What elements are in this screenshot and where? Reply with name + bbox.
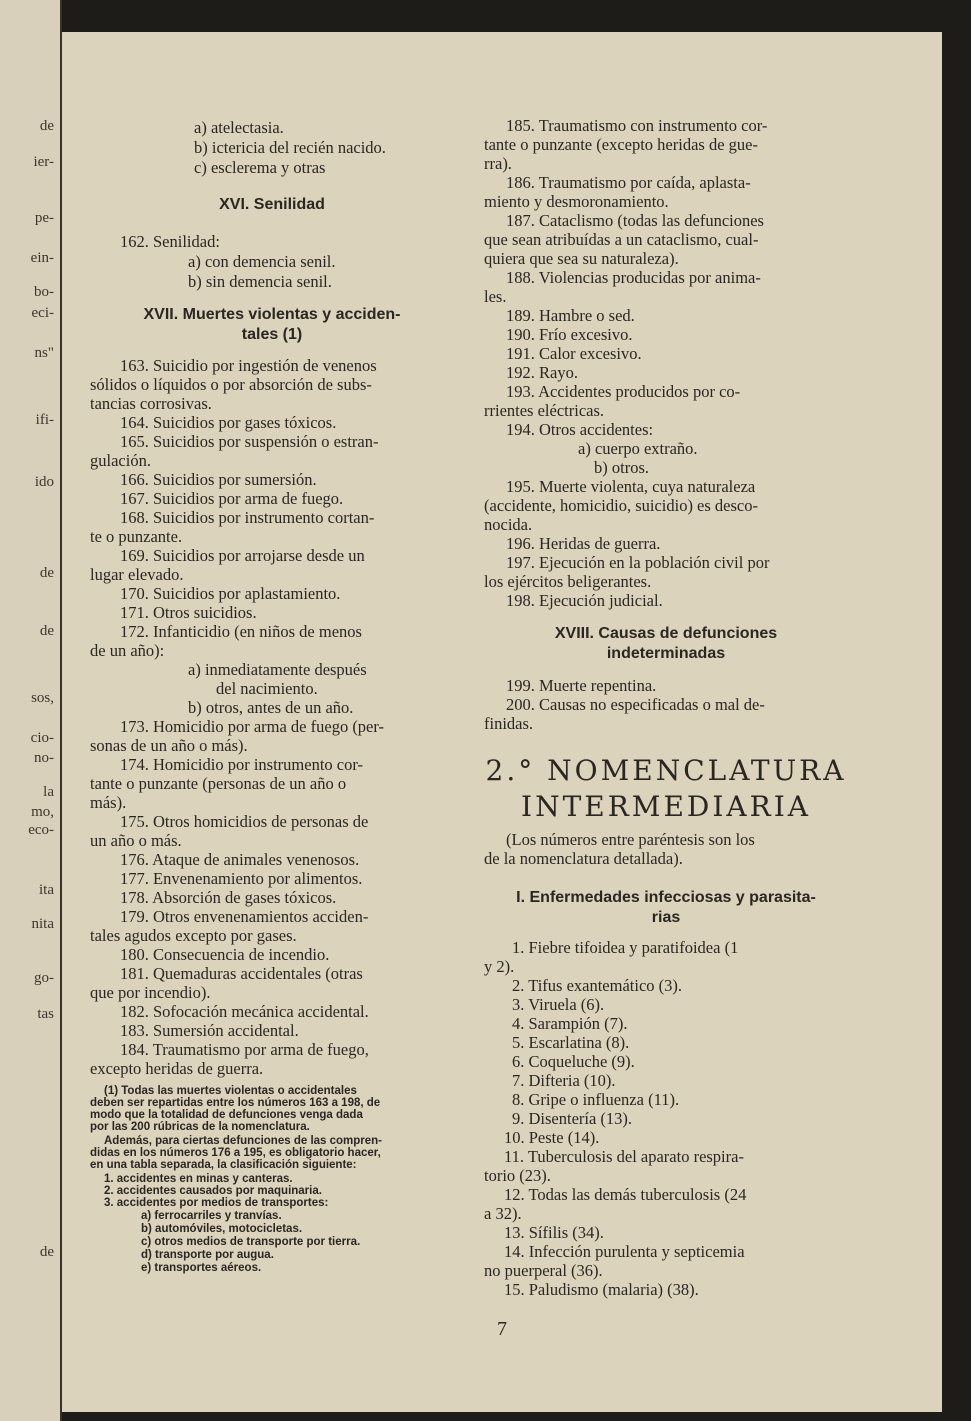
text-line: 2. Tifus exantemático (3). [512,976,683,995]
text-line: nocida. [484,515,533,534]
text-line: tante o punzante (personas de un año o [90,774,347,793]
footnote-line: 2. accidentes causados por maquinaria. [104,1185,322,1197]
footnote-line: c) otros medios de transporte por tierra. [141,1236,361,1248]
margin-fragment: ier- [33,154,54,170]
text-line: 185. Traumatismo con instrumento cor- [506,116,768,135]
text-line: 186. Traumatismo por caída, aplasta- [506,173,751,192]
text-line: 200. Causas no especificadas o mal de- [506,695,765,714]
margin-fragment: no- [34,750,54,766]
text-line: c) esclerema y otras [194,158,326,177]
text-line: b) otros. [594,458,649,477]
margin-fragment: nita [31,916,54,932]
text-line: finidas. [484,714,534,733]
text-line: 163. Suicidio por ingestión de venenos [120,356,377,375]
margin-fragment: de [39,565,54,581]
text-line: un año o más. [90,831,182,850]
text-line: 182. Sofocación mecánica accidental. [120,1002,369,1021]
section-heading: tales (1) [241,326,303,343]
footnote-line: en una tabla separada, la clasificación siguiente: [90,1159,357,1171]
text-line: sonas de un año o más). [90,736,248,755]
footnote-line: modo que la totalidad de defunciones venga dada [90,1109,363,1121]
section-heading: indeterminadas [606,645,726,662]
footnote-line: Además, para ciertas defunciones de las compren- [104,1135,383,1147]
chapter-title: INTERMEDIARIA [521,790,811,823]
text-line: 198. Ejecución judicial. [506,591,663,610]
text-line: b) ictericia del recién nacido. [194,138,386,157]
text-line: que sean atribuídas a un cataclismo, cual- [484,230,759,249]
margin-fragment: pe- [34,210,54,226]
text-line: 15. Paludismo (malaria) (38). [504,1280,699,1299]
section-heading: rias [651,909,681,926]
text-line: excepto heridas de guerra. [90,1059,264,1078]
footnote-line: 1. accidentes en minas y canteras. [104,1173,293,1185]
text-line: 193. Accidentes producidos por co- [506,382,741,401]
text-line: de un año): [90,641,165,660]
text-line: 7. Difteria (10). [512,1071,616,1090]
footnote-line: a) ferrocarriles y tranvías. [141,1210,282,1222]
text-line: a) cuerpo extraño. [578,439,698,458]
text-line: 168. Suicidios por instrumento cortan- [120,508,375,527]
text-line: 5. Escarlatina (8). [512,1033,630,1052]
section-heading: XVII. Muertes violentas y acciden- [143,306,401,323]
text-line: 4. Sarampión (7). [512,1014,628,1033]
text-line: gulación. [90,451,151,470]
text-line: b) sin demencia senil. [188,272,332,291]
margin-fragment: de [39,1244,54,1260]
page-number: 7 [497,1318,507,1340]
footnote-line: por las 200 rúbricas de la nomenclatura. [90,1121,310,1133]
text-line: 170. Suicidios por aplastamiento. [120,584,341,603]
text-line: 6. Coqueluche (9). [512,1052,635,1071]
text-line: a) con demencia senil. [188,252,336,271]
text-line: 183. Sumersión accidental. [120,1021,299,1040]
text-line: 162. Senilidad: [120,232,220,251]
footnote-line: (1) Todas las muertes violentas o accidentales [104,1085,357,1097]
text-line: que por incendio). [90,983,211,1002]
margin-fragment: ns" [34,345,54,361]
text-line: sólidos o líquidos o por absorción de subs- [90,375,372,394]
text-line: a 32). [484,1204,522,1223]
text-line: 177. Envenenamiento por alimentos. [120,869,363,888]
text-line: rra). [484,154,512,173]
margin-fragment: sos, [31,690,54,706]
margin-fragment: bo- [34,284,54,300]
text-line: más). [90,793,127,812]
text-line: 190. Frío excesivo. [506,325,633,344]
text-line: 167. Suicidios por arma de fuego. [120,489,344,508]
book-page [62,32,942,1412]
text-line: (accidente, homicidio, suicidio) es desco- [484,496,758,515]
text-line: 188. Violencias producidas por anima- [506,268,761,287]
text-line: 175. Otros homicidios de personas de [120,812,369,831]
text-line: de la nomenclatura detallada). [484,849,683,868]
text-line: 199. Muerte repentina. [506,676,657,695]
text-line: les. [484,287,507,306]
text-line: 11. Tuberculosis del aparato respira- [504,1147,744,1166]
text-line: 195. Muerte violenta, cuya naturaleza [506,477,756,496]
margin-fragment: eco- [28,822,54,838]
section-heading: I. Enfermedades infecciosas y parasita- [516,889,816,906]
text-line: tancias corrosivas. [90,394,212,413]
margin-fragment: go- [34,970,54,986]
margin-fragment: cio- [30,730,54,746]
margin-fragment: ido [34,474,54,490]
text-line: 172. Infanticidio (en niños de menos [120,622,362,641]
text-line: 181. Quemaduras accidentales (otras [120,964,363,983]
text-line: no puerperal (36). [484,1261,603,1280]
text-line: 189. Hambre o sed. [506,306,635,325]
text-line: 174. Homicidio por instrumento cor- [120,755,364,774]
text-line: 197. Ejecución en la población civil por [506,553,770,572]
text-line: 176. Ataque de animales venenosos. [120,850,360,869]
text-line: 171. Otros suicidios. [120,603,257,622]
text-line: 173. Homicidio por arma de fuego (per- [120,717,385,736]
text-line: 180. Consecuencia de incendio. [120,945,330,964]
text-line: 187. Cataclismo (todas las defunciones [506,211,764,230]
margin-fragment: ifi- [35,412,54,428]
margin-fragment: tas [37,1006,54,1022]
text-line: te o punzante. [90,527,183,546]
text-line: 13. Sífilis (34). [504,1223,604,1242]
footnote-line: deben ser repartidas entre los números 163 a 198, de [90,1097,381,1109]
text-line: a) atelectasia. [194,118,284,137]
margin-fragment: de [39,118,54,134]
text-line: y 2). [484,957,515,976]
text-line: 184. Traumatismo por arma de fuego, [120,1040,369,1059]
facing-page-margin [0,0,62,1421]
text-line: miento y desmoronamiento. [484,192,669,211]
text-line: 166. Suicidios por sumersión. [120,470,317,489]
footnote-line: 3. accidentes por medios de transportes: [104,1197,329,1209]
footnote-line: d) transporte por augua. [141,1249,274,1261]
margin-fragment: mo, [31,804,54,820]
text-line: 164. Suicidios por gases tóxicos. [120,413,337,432]
text-line: b) otros, antes de un año. [188,698,354,717]
text-line: los ejércitos beligerantes. [484,572,652,591]
text-line: 10. Peste (14). [504,1128,600,1147]
text-line: 8. Gripe o influenza (11). [512,1090,680,1109]
text-line: torio (23). [484,1166,551,1185]
text-line: 12. Todas las demás tuberculosis (24 [504,1185,747,1204]
text-line: 191. Calor excesivo. [506,344,642,363]
footnote-line: e) transportes aéreos. [141,1262,262,1274]
text-line: del nacimiento. [216,679,318,698]
section-heading: XVIII. Causas de defunciones [554,625,778,642]
margin-fragment: ita [39,882,54,898]
chapter-title: 2.° NOMENCLATURA [485,754,847,787]
footnote-line: didas en los números 176 a 195, es obligatorio hacer, [90,1147,381,1159]
text-line: 3. Viruela (6). [512,995,605,1014]
text-line: a) inmediatamente después [188,660,367,679]
text-line: tante o punzante (excepto heridas de gue- [484,135,758,154]
margin-fragment: la [43,784,54,800]
text-line: quiera que sea su naturaleza). [484,249,679,268]
text-line: 9. Disentería (13). [512,1109,633,1128]
text-line: lugar elevado. [90,565,184,584]
text-line: 169. Suicidios por arrojarse desde un [120,546,365,565]
text-line: 178. Absorción de gases tóxicos. [120,888,337,907]
text-line: rrientes eléctricas. [484,401,605,420]
text-line: 194. Otros accidentes: [506,420,654,439]
margin-fragment: ein- [30,250,54,266]
text-line: 192. Rayo. [506,363,578,382]
margin-fragment: de [39,623,54,639]
text-line: 1. Fiebre tifoidea y paratifoidea (1 [512,938,739,957]
text-line: tales agudos excepto por gases. [90,926,297,945]
section-heading: XVI. Senilidad [219,196,325,213]
footnote-line: b) automóviles, motocicletas. [141,1223,303,1235]
text-line: (Los números entre paréntesis son los [506,830,755,849]
text-line: 165. Suicidios por suspensión o estran- [120,432,379,451]
margin-fragment: eci- [31,305,54,321]
text-line: 196. Heridas de guerra. [506,534,661,553]
text-line: 14. Infección purulenta y septicemia [504,1242,745,1261]
text-line: 179. Otros envenenamientos acciden- [120,907,369,926]
